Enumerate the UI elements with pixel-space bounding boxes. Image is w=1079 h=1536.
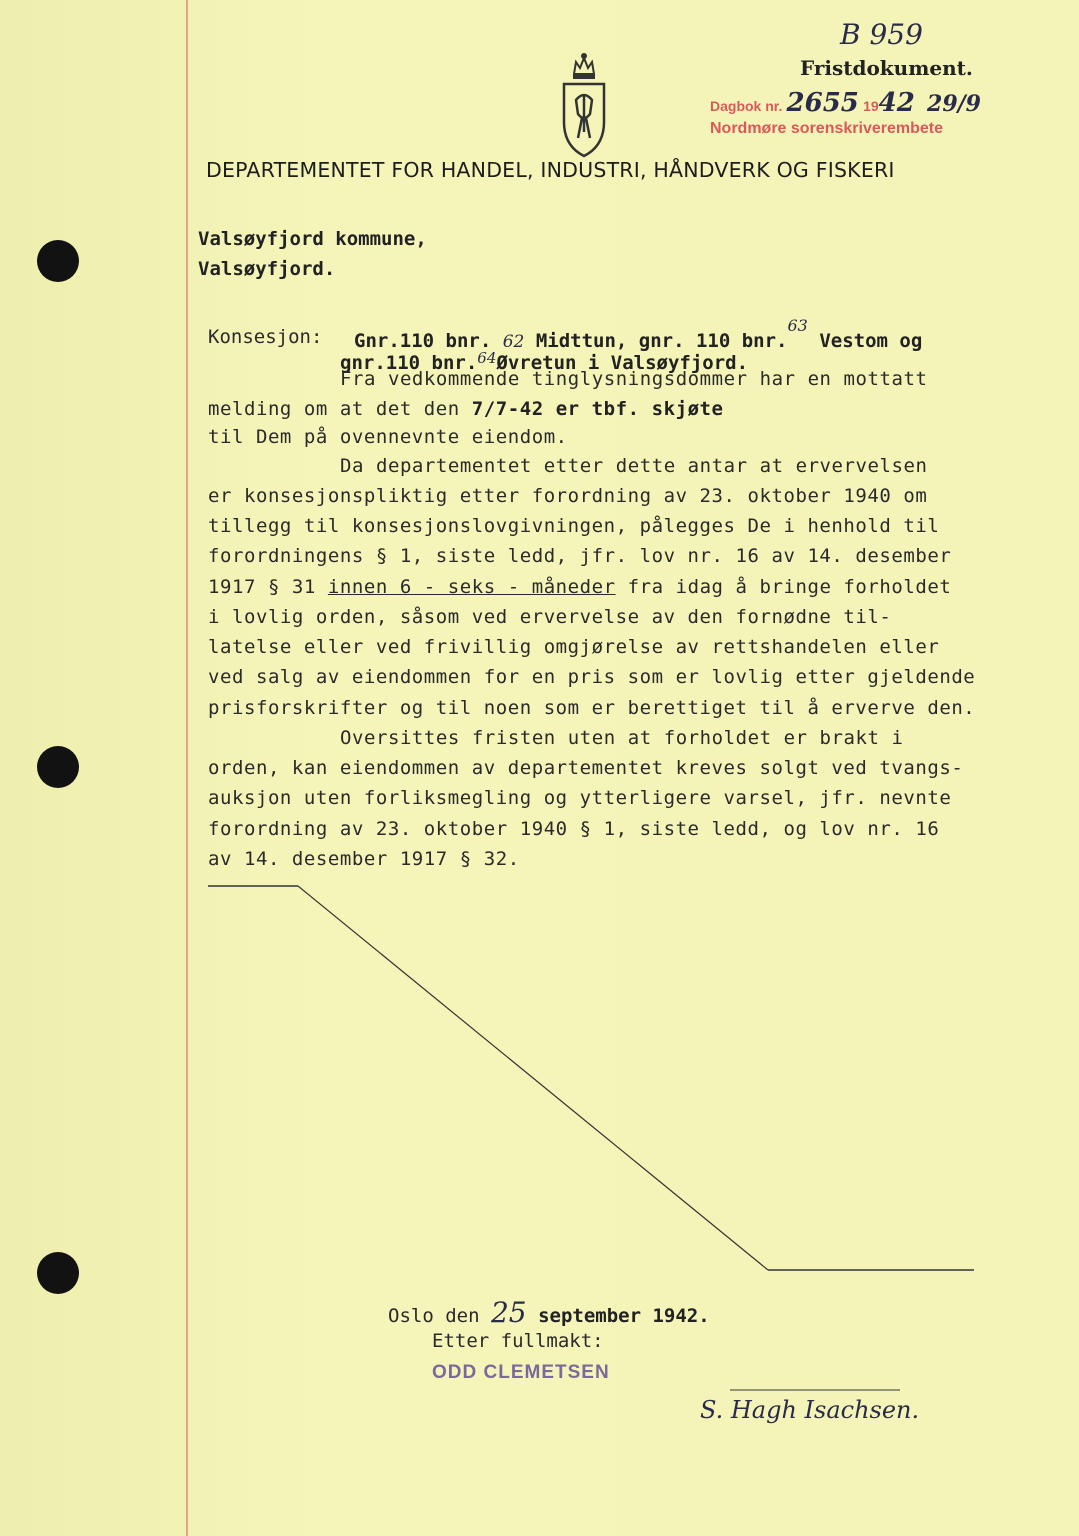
subject-line-2-b: Øvretun i Valsøyfjord. [496,352,749,374]
body-p2-line-5-underlined: innen 6 - seks - måneder [327,576,616,598]
department-heading: DEPARTEMENTET FOR HANDEL, INDUSTRI, HÅNDVERK OG FISKERI [206,158,895,182]
subject-line-1-a: Gnr.110 bnr. [354,330,492,352]
subject-line-2-hw: 64 [477,349,497,367]
subject-line-1-c: Vestom og [819,330,923,352]
closing-place: Oslo den [388,1305,480,1327]
dagbok-year: 42 [878,88,915,118]
dagbok-year-prefix: 19 [863,98,879,114]
body-p1-line-2-a: melding om at det den [208,398,472,420]
subject-line-2-a: gnr.110 bnr. [340,352,478,374]
body-p1-line-1: Fra vedkommende tinglysningsdommer har en mottatt [340,368,928,390]
dagbok-date: 29/9 [927,91,981,117]
subject-line-1-hw1: 62 [502,332,525,352]
dagbok-label: Dagbok nr. [710,98,783,114]
closing-day: 25 [490,1296,527,1329]
body-p3-line-1: Oversittes fristen uten at forholdet er brakt i [340,727,904,749]
closing-month-year: september 1942. [538,1305,710,1327]
signature: S. Hagh Isachsen. [700,1396,920,1424]
subject-label: Konsesjon: [208,326,323,348]
body-p2-line-5-a: 1917 § 31 [208,576,328,598]
body-p3-line-4: forordning av 23. oktober 1940 § 1, siste ledd, og lov nr. 16 [208,818,940,840]
body-p3-line-3: auksjon uten forliksmegling og ytterligere varsel, jfr. nevnte [208,787,952,809]
body-p3-line-5: av 14. desember 1917 § 32. [208,848,520,870]
closing-date-line [388,1296,710,1329]
body-p2-line-1: Da departementet etter dette antar at ervervelsen [340,455,928,477]
body-p2-line-2: er konsesjonspliktig etter forordning av 23. oktober 1940 om [208,485,928,507]
body-p2-line-4: forordningens § 1, siste ledd, jfr. lov nr. 16 av 14. desember [208,545,952,567]
body-p2-line-8: ved salg av eiendommen for en pris som er lovlig etter gjeldende [208,666,976,688]
subject-line-1-hw2: 63 [787,316,808,335]
addressee-line-2: Valsøyfjord. [198,258,336,280]
body-p2-line-6: i lovlig orden, såsom ved ervervelse av den fornødne til- [208,606,892,628]
body-p1-line-2-b: 7/7-42 er tbf. skjøte [471,398,724,420]
subject-line-1-b: Midttun, gnr. 110 bnr. [535,330,788,352]
diagonal-strike [298,886,768,1270]
body-p2-line-9: prisforskrifter og til noen som er berettiget til å erverve den. [208,697,976,719]
archive-reference: B 959 [840,18,923,51]
closing-authority: Etter fullmakt: [432,1330,604,1352]
body-p2-line-3: tillegg til konsesjonslovgivningen, pålegges De i henhold til [208,515,940,537]
body-p2-line-5-c: fra idag å bringe forholdet [615,576,952,598]
body-p2-line-7: latelse eller ved frivillig omgjørelse av rettshandelen eller [208,636,940,658]
dagbok-number: 2655 [786,88,859,118]
fristdokument-label: Fristdokument. [800,56,973,80]
addressee-line-1: Valsøyfjord kommune, [198,228,427,250]
body-p3-line-2: orden, kan eiendommen av departementet kreves solgt ved tvangs- [208,757,964,779]
body-p1-line-3: til Dem på ovennevnte eiendom. [208,426,568,448]
office-stamp: Nordmøre sorenskriverembete [710,120,943,137]
name-stamp: ODD CLEMETSEN [432,1362,610,1383]
